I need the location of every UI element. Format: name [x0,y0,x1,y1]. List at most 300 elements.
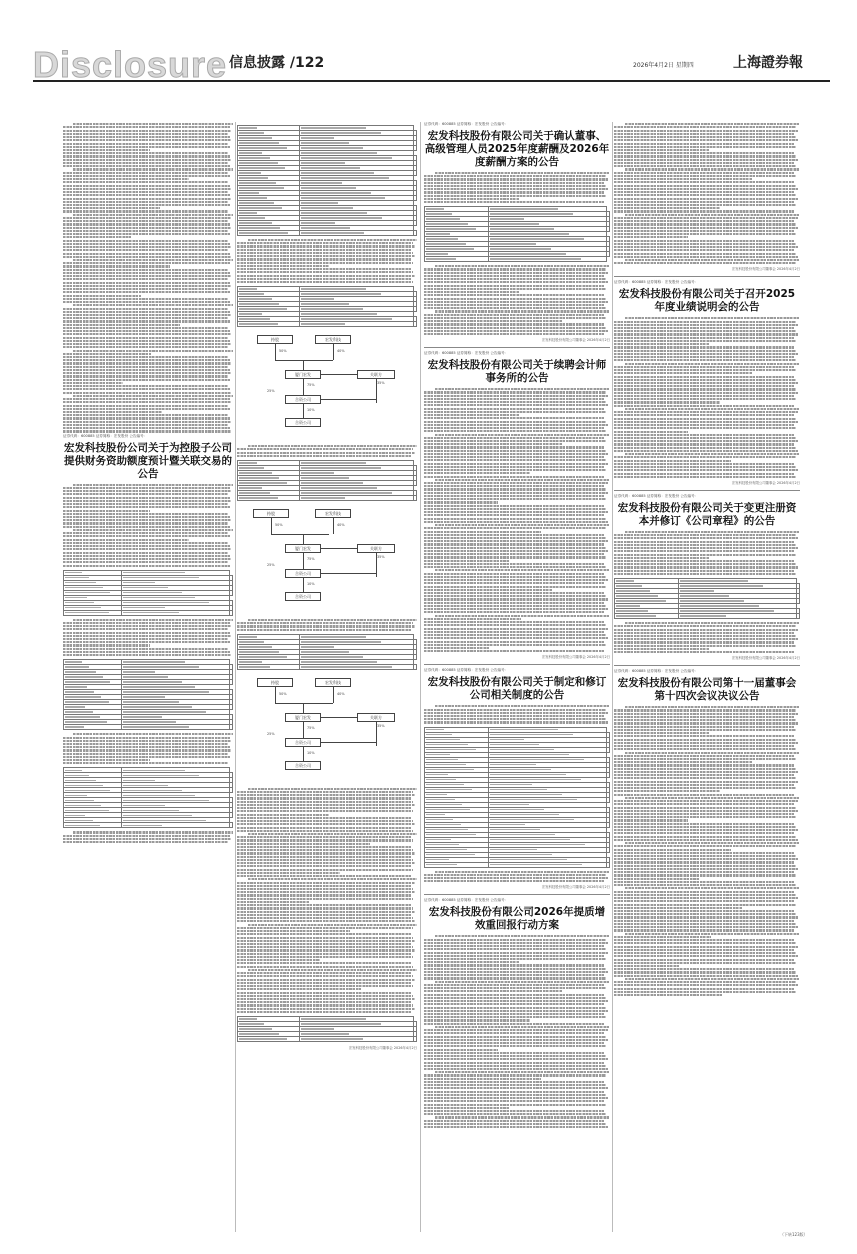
text-line [424,1074,606,1076]
text-line [614,253,796,255]
body-text [424,935,610,1128]
text-line [63,207,160,209]
text-line [424,463,608,465]
text-line [424,573,604,575]
text-line [424,201,604,203]
text-line [614,803,794,805]
diagram-node: 厦门宏发 [285,370,321,379]
diagram-edge [275,360,333,361]
table-cell [413,146,416,151]
text-line [424,1036,606,1038]
text-line [63,838,231,840]
text-line [63,275,231,277]
text-line [614,726,794,728]
text-line [424,650,604,652]
table-cell [606,847,609,852]
text-line [424,1110,604,1112]
table-cell [413,196,416,201]
text-line [237,455,412,457]
diagram-edge [321,573,376,574]
notice-signature: 宏发科技股份有限公司董事会 2026年4月2日 [731,656,800,661]
table-cell [606,797,609,802]
text-line [614,366,794,368]
diagram-edge [271,534,329,535]
text-line [435,615,610,617]
text-line [625,842,800,844]
text-line [237,814,329,816]
text-line [424,1049,498,1051]
text-line [237,904,412,906]
text-line [424,880,604,882]
text-line [424,592,604,594]
table-cell [229,705,232,710]
text-line [63,651,230,653]
text-line [614,456,796,458]
text-line [614,346,794,348]
text-line [63,295,141,297]
text-line [424,188,608,190]
text-line [63,240,228,242]
notice-code: 证券代码：600885 证券简称：宏发股份 公告编号： [424,351,509,356]
text-line [424,521,608,523]
text-line [614,962,796,964]
body-text [614,706,800,996]
text-line [424,1123,606,1125]
text-line [424,531,541,533]
text-line [424,285,604,287]
text-line [614,369,796,371]
text-line [614,861,794,863]
column-4 [614,122,800,1230]
text-line [614,648,709,650]
text-line [63,253,230,255]
text-line [237,629,412,631]
text-line [614,143,794,145]
text-line [63,314,231,316]
text-line [614,321,796,323]
text-line [63,230,228,232]
text-line [614,350,796,352]
text-line [614,761,752,763]
text-line [63,249,228,251]
text-line [614,165,796,167]
text-line [435,434,610,436]
text-line [424,320,562,322]
text-line [63,835,230,837]
share-percent: 75% [307,725,315,730]
table-cell [606,252,609,257]
text-line [424,961,519,963]
text-line [424,1091,604,1093]
table-cell [413,171,416,176]
text-line [614,916,798,918]
diagram-node: 合资公司 [285,569,321,578]
text-line [614,201,794,203]
text-line [424,964,604,966]
text-line [614,768,796,770]
text-line [614,411,798,413]
text-line [424,314,604,316]
text-line [63,565,230,567]
text-line [614,732,709,734]
text-line [63,172,228,174]
text-line [614,829,798,831]
text-line [63,408,230,410]
text-line [63,301,230,303]
body-text [614,531,800,575]
text-line [424,958,606,960]
ownership-diagram [237,331,417,441]
text-line [424,586,606,588]
text-line [73,304,233,306]
text-line [424,611,604,613]
table-cell [606,862,609,867]
text-line [73,831,233,833]
text-line [424,268,606,270]
text-line [63,178,189,180]
diagram-node: 合资公司 [285,592,321,601]
text-line [63,379,230,381]
column-divider [235,122,236,1232]
text-line [424,459,606,461]
text-line [614,379,796,381]
table-row [615,614,800,619]
text-line [614,771,798,773]
table-cell [229,813,232,818]
text-line [424,621,604,623]
text-line [63,346,228,348]
text-line [614,926,798,928]
text-line [63,759,150,761]
text-line [237,810,413,812]
text-line [424,294,604,296]
text-line [63,555,230,557]
text-line [237,625,415,627]
text-line [237,271,413,273]
text-line [63,635,231,637]
text-line [614,159,798,161]
diagram-edge [303,722,304,738]
text-line [614,340,796,342]
text-line [614,392,798,394]
body-text [424,172,610,203]
text-line [63,256,231,258]
text-line [237,937,413,939]
text-line [614,939,794,941]
text-line [63,272,230,274]
text-line [614,629,798,631]
continuation-note: （下转123版） [780,1232,808,1237]
text-line [237,830,413,832]
text-line [424,288,606,290]
text-line [614,337,794,339]
text-line [237,1011,412,1013]
text-line [63,175,230,177]
diagram-node: 合资公司 [285,738,321,747]
text-line [424,709,606,711]
text-line [614,395,794,397]
text-line [614,713,798,715]
text-line [614,735,794,737]
text-line [424,527,606,529]
text-line [424,641,604,643]
text-line [614,246,798,248]
text-line [63,311,230,313]
text-line [424,430,606,432]
notice-code: 证券代码：600885 证券简称：宏发股份 公告编号： [424,898,509,903]
text-line [424,971,608,973]
text-line [237,972,412,974]
text-line [424,618,521,620]
text-line [424,495,604,497]
text-line [237,846,412,848]
text-line [614,466,796,468]
share-percent: 10% [307,750,315,755]
masthead [33,40,830,85]
text-line [424,647,489,649]
body-text [614,123,800,264]
table-cell [413,480,416,485]
text-line [614,243,796,245]
text-line [424,427,604,429]
text-line [63,548,231,550]
diagram-edge [321,548,357,549]
text-line [424,534,604,536]
text-line [237,804,415,806]
text-line [63,545,230,547]
text-line [424,605,606,607]
text-line [614,544,796,546]
share-percent: 25% [267,731,275,736]
text-line [237,856,412,858]
text-line [237,898,413,900]
text-line [63,506,230,508]
table-cell [413,231,416,236]
column-1 [63,122,233,1230]
text-line [237,985,413,987]
text-line [424,589,552,591]
body-text [63,619,233,657]
text-line [63,622,230,624]
text-line [614,541,794,543]
text-line [614,625,796,627]
table-cell [299,1037,413,1042]
text-line [73,214,233,216]
text-line [237,930,350,932]
text-line [435,935,610,937]
table-cell [299,322,413,327]
text-line [424,624,606,626]
text-line [614,764,794,766]
text-line [424,631,604,633]
text-line [237,859,413,861]
text-line [63,139,231,141]
text-line [614,748,796,750]
text-line [614,324,798,326]
text-line [614,372,752,374]
text-line [614,858,798,860]
text-line [614,845,796,847]
text-line [63,126,230,128]
text-line [424,939,606,941]
text-line [614,719,796,721]
text-line [614,152,794,154]
text-line [237,946,413,948]
text-line [237,992,412,994]
text-line [424,398,604,400]
text-line [237,839,413,841]
text-line [424,466,604,468]
text-line [424,1062,604,1064]
text-line [237,452,415,454]
text-line [424,1007,606,1009]
text-line [63,165,230,167]
table-cell [238,1037,300,1042]
text-line [625,706,800,708]
text-line [63,278,228,280]
text-line [63,487,230,489]
table-row [425,257,610,262]
text-line [614,207,720,209]
share-percent: 50% [275,522,283,527]
table-cell [238,322,300,327]
text-line [237,255,415,257]
text-line [63,746,230,748]
text-line [237,836,412,838]
table-row [64,823,233,828]
text-line [424,450,606,452]
notice-title: 宏发科技股份有限公司2026年提质增效重回报行动方案 [428,906,606,932]
table-cell [606,227,609,232]
text-line [614,443,794,445]
text-line [63,204,230,206]
text-line [424,556,606,558]
text-line [614,855,796,857]
text-line [614,330,796,332]
text-line [614,881,794,883]
text-line [424,877,608,879]
text-line [63,392,231,394]
text-line [614,401,720,403]
text-line [424,443,562,445]
text-line [63,282,230,284]
table-cell [64,823,122,828]
table-cell [678,614,796,619]
text-line [424,1100,604,1102]
text-line [614,188,798,190]
text-line [63,194,230,196]
text-line [63,535,230,537]
text-line [63,500,231,502]
text-line [424,414,519,416]
text-line [435,871,610,873]
text-line [424,1032,604,1034]
text-line [424,511,608,513]
diagram-node: 宏发科技 [315,509,351,518]
text-line [614,813,794,815]
body-text [614,317,800,478]
text-line [63,162,228,164]
text-line [614,942,796,944]
diagram-node: 持股 [257,678,293,687]
text-line [424,298,606,300]
diagram-node: 持股 [253,509,289,518]
text-line [614,781,798,783]
text-line [424,721,608,723]
text-line [63,628,228,630]
body-text [63,484,233,567]
text-line [63,654,231,656]
text-line [63,522,228,524]
text-line [614,343,709,345]
text-line [424,1084,606,1086]
text-line [63,644,150,646]
text-line [614,991,796,993]
text-line [614,839,798,841]
text-line [424,540,608,542]
diagram-node: 关联方 [357,370,395,379]
text-line [614,641,794,643]
text-line [237,801,413,803]
text-line [625,317,800,319]
text-line [614,742,798,744]
text-line [63,401,231,403]
text-line [435,1071,610,1073]
body-text [237,788,417,1013]
text-line [424,634,606,636]
text-line [73,350,233,352]
text-line [614,952,796,954]
share-percent: 40% [337,691,345,696]
body-text [237,445,417,457]
text-line [614,774,794,776]
text-line [614,800,798,802]
column-divider [612,122,613,1232]
text-line [248,833,417,835]
text-line [73,733,233,735]
text-line [237,262,413,264]
text-line [73,395,233,397]
text-line [424,990,562,992]
text-line [614,955,798,957]
text-line [614,534,796,536]
text-line [424,304,604,306]
notice-signature: 宏发科技股份有限公司董事会 2026年4月2日 [541,338,610,343]
text-line [614,807,796,809]
text-line [424,327,606,329]
text-line [63,181,228,183]
text-line [614,460,731,462]
diagram-node: 厦门宏发 [285,544,321,553]
text-line [237,943,412,945]
text-line [424,482,608,484]
text-line [73,123,233,125]
text-line [424,1003,604,1005]
text-line [424,595,606,597]
text-line [63,388,230,390]
diagram-edge [275,687,276,703]
text-line [424,1010,608,1012]
text-line [63,223,230,225]
text-line [63,519,231,521]
diagram-node: 厦门宏发 [285,713,321,722]
text-line [614,709,796,711]
text-line [424,333,604,335]
text-line [614,884,796,886]
text-line [435,524,610,526]
table-cell [488,257,606,262]
text-line [237,794,415,796]
